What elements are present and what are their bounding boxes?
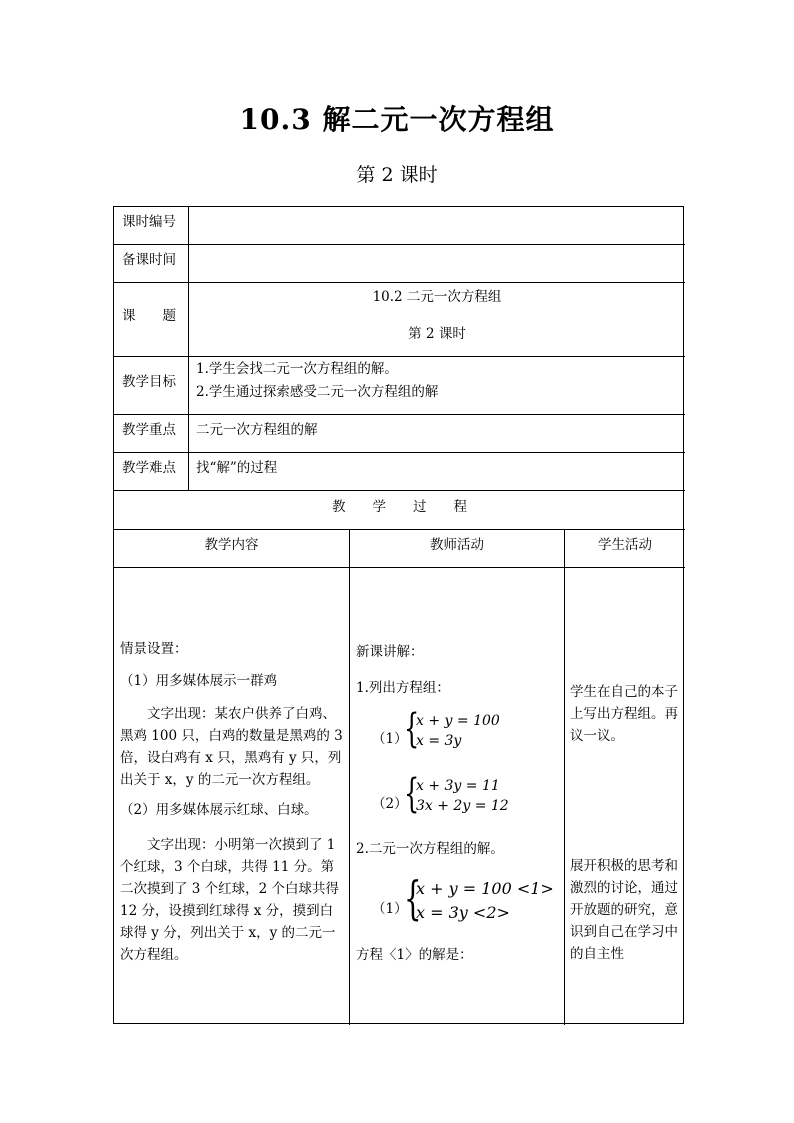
content-scene-heading: 情景设置： (120, 641, 188, 657)
teacher-solution-prompt: 方程〈1〉的解是： (356, 947, 473, 963)
content-text-1: 文字出现：某农户供养了白鸡、黑鸡 100 只，白鸡的数量是黑鸡的 3 倍，设白鸡有 x 只，黑鸡有 y 只，列出关于 x，y 的二元一次方程组。 (120, 706, 343, 788)
focus-label: 教学重点 (122, 422, 176, 438)
equation-2b: 3x + 2y = 12 (416, 798, 509, 814)
teacher-heading: 新课讲解： (356, 644, 424, 660)
col-header-student: 学生活动 (598, 537, 652, 553)
topic-line-1: 10.2 二元一次方程组 (372, 289, 502, 305)
lesson-no-label: 课时编号 (122, 214, 176, 230)
page-subtitle: 第 2 课时 (356, 164, 438, 186)
focus-value: 二元一次方程组的解 (196, 422, 318, 438)
goal-label: 教学目标 (122, 374, 176, 390)
equation-1a: x + y = 100 (416, 713, 500, 729)
system-1-number: （1） (372, 731, 408, 747)
system-2-number: （2） (372, 796, 408, 812)
page-title: 10.3 解二元一次方程组 (239, 103, 555, 136)
system-3-number: （1） (372, 901, 408, 917)
lesson-plan-table: 课时编号 备课时间 课 题 10.2 二元一次方程组 第 2 课时 教学目标 1.学生会找二元一次方程组的解。 2.学生通过探索感受二元一次方程组的解 教学重点 二元一次方程组的解 教学难点 找“解”的过程 教 学 过 程 教学内容 教师活动 学生活动 情景设置： （1）用多媒体展示一群鸡 文字出现：某农户供养了白鸡、黑鸡 100 只，白鸡的数量是黑鸡的 3 倍，设白鸡有 x 只，黑鸡有 y 只，列出关于 x，y 的二元一次方程组。 （2）用多媒体展示红球、白球。 文字出现：小明第一次摸到了 1 个红球，3 个白球，共得 11 分。第二次摸到了 3 个红球，2 个白球共得 12 分，设摸到红球得 x 分，摸到白球得 y 分，列出关于 x，y 的二元一次方程组。 新课讲解： 1.列出方程组： （1） { x + y = 100 x = 3y （2） { x + 3y = 11 3x + 2y = 12 2.二元一次方程组的解。 （1） { x + y = 100 <1> x = 3y <2> 方程〈1〉的解是： 学生在自己的本子上写出方程组。再议一议。 展开积极的思考和激烈的讨论，通过开放题的研究，意识到自己在学习中的自主性 (113, 206, 684, 1024)
topic-line-2: 第 2 课时 (408, 326, 466, 342)
equation-1b: x = 3y (416, 733, 462, 749)
content-item-2: （2）用多媒体展示红球、白球。 (120, 802, 318, 818)
content-item-1: （1）用多媒体展示一群鸡 (120, 673, 278, 689)
equation-3b: x = 3y <2> (416, 903, 510, 922)
topic-label: 课 题 (122, 308, 176, 324)
teacher-step-2: 2.二元一次方程组的解。 (356, 841, 504, 857)
prep-time-label: 备课时间 (122, 252, 176, 268)
equation-3a: x + y = 100 <1> (416, 879, 554, 898)
goal-line-1: 1.学生会找二元一次方程组的解。 (196, 361, 398, 377)
equation-2a: x + 3y = 11 (416, 778, 500, 794)
col-header-content: 教学内容 (204, 537, 259, 553)
student-activity-1: 学生在自己的本子上写出方程组。再议一议。 (570, 684, 678, 744)
teacher-step-1: 1.列出方程组： (356, 680, 450, 696)
difficulty-label: 教学难点 (122, 460, 176, 476)
process-header: 教 学 过 程 (332, 499, 467, 515)
col-header-teacher: 教师活动 (430, 537, 484, 553)
student-activity-2: 展开积极的思考和激烈的讨论，通过开放题的研究，意识到自己在学习中的自主性 (570, 858, 678, 962)
content-text-2: 文字出现：小明第一次摸到了 1 个红球，3 个白球，共得 11 分。第二次摸到了 3 个红球，2 个白球共得 12 分，设摸到红球得 x 分，摸到白球得 y 分，列出关于 x，y 的二元一次方程组。 (120, 837, 340, 963)
goal-line-2: 2.学生通过探索感受二元一次方程组的解 (196, 384, 439, 400)
difficulty-value: 找“解”的过程 (196, 460, 278, 476)
